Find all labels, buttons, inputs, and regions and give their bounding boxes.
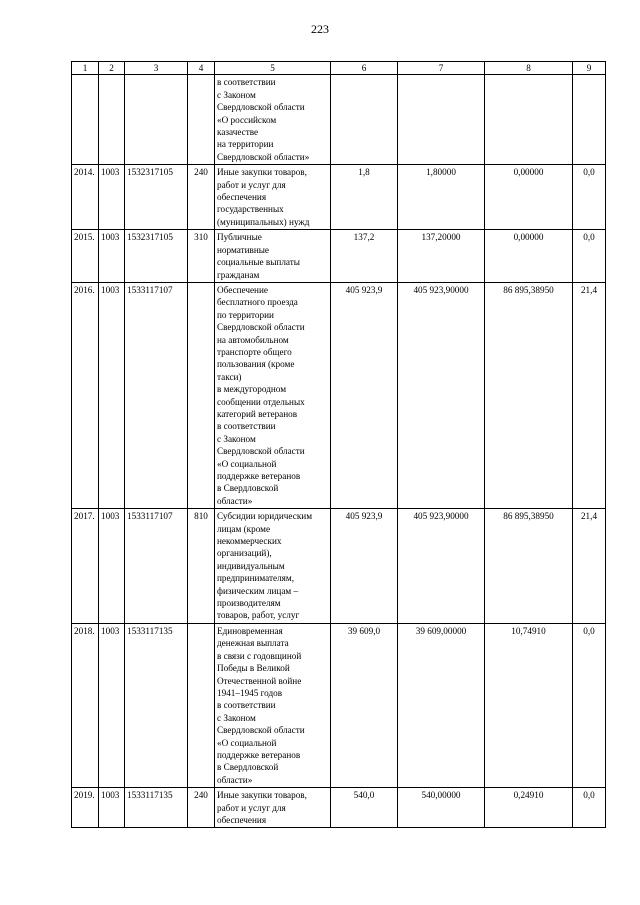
executed-cell: 0,24910 (485, 788, 573, 828)
table-row (72, 623, 606, 787)
amount-precise-cell: 540,00000 (398, 788, 485, 828)
row-number-cell: 2017. (72, 509, 99, 624)
description-cell: в соответствии с Законом Свердловской области «О российском казачестве на территории Свердловской области» (215, 75, 331, 165)
expense-type-cell: 810 (188, 509, 215, 624)
description-cell: Иные закупки товаров, работ и услуг для обеспечения (215, 788, 331, 828)
expense-type-cell: 310 (188, 230, 215, 283)
description-cell: Субсидии юридическим лицам (кроме некоммерческих организаций), индивидуальным предпринимателям, физическим лицам – производителям товаров, работ, услуг (215, 509, 331, 624)
amount-precise-cell: 39 609,00000 (398, 623, 485, 787)
table-row (72, 509, 606, 624)
amount-precise-cell: 1,80000 (398, 165, 485, 230)
description-cell: Иные закупки товаров, работ и услуг для обеспечения государственных (муниципальных) нужд (215, 165, 331, 230)
amount-cell: 405 923,9 (331, 282, 398, 508)
expense-type-cell: 240 (188, 165, 215, 230)
section-code-cell: 1003 (99, 623, 125, 787)
executed-cell: 0,00000 (485, 165, 573, 230)
header-cell: 6 (331, 62, 398, 75)
percent-cell: 0,0 (573, 165, 606, 230)
percent-cell: 0,0 (573, 788, 606, 828)
amount-precise-cell (398, 75, 485, 165)
target-code-cell: 1532317105 (125, 230, 188, 283)
amount-precise-cell: 137,20000 (398, 230, 485, 283)
budget-table (71, 61, 606, 828)
amount-cell: 540,0 (331, 788, 398, 828)
section-code-cell: 1003 (99, 282, 125, 508)
target-code-cell: 1533117107 (125, 509, 188, 624)
table-row (72, 165, 606, 230)
target-code-cell: 1533117135 (125, 788, 188, 828)
executed-cell: 86 895,38950 (485, 282, 573, 508)
table-row (72, 282, 606, 508)
percent-cell: 0,0 (573, 623, 606, 787)
executed-cell (485, 75, 573, 165)
amount-cell: 1,8 (331, 165, 398, 230)
header-cell: 7 (398, 62, 485, 75)
section-code-cell (99, 75, 125, 165)
row-number-cell (72, 75, 99, 165)
amount-precise-cell: 405 923,90000 (398, 509, 485, 624)
target-code-cell (125, 75, 188, 165)
percent-cell: 21,4 (573, 282, 606, 508)
row-number-cell: 2015. (72, 230, 99, 283)
header-cell: 5 (215, 62, 331, 75)
executed-cell: 10,74910 (485, 623, 573, 787)
section-code-cell: 1003 (99, 165, 125, 230)
percent-cell: 21,4 (573, 509, 606, 624)
table-row (72, 75, 606, 165)
amount-precise-cell: 405 923,90000 (398, 282, 485, 508)
expense-type-cell (188, 282, 215, 508)
target-code-cell: 1533117135 (125, 623, 188, 787)
expense-type-cell: 240 (188, 788, 215, 828)
percent-cell: 0,0 (573, 230, 606, 283)
target-code-cell: 1533117107 (125, 282, 188, 508)
description-cell: Обеспечение бесплатного проезда по территории Свердловской области на автомобильном транспорте общего пользования (кроме такси) в междугородном сообщении отдельных категорий ветеранов в соответствии с Законом Свердловской области «О социальной поддержке ветеранов в Свердловской области» (215, 282, 331, 508)
table-header-row (72, 62, 606, 75)
section-code-cell: 1003 (99, 788, 125, 828)
description-cell: Единовременная денежная выплата в связи с годовщиной Победы в Великой Отечественной войне 1941–1945 годов в соответствии с Законом Свердловской области «О социальной поддержке ветеранов в Свердловской области» (215, 623, 331, 787)
percent-cell (573, 75, 606, 165)
section-code-cell: 1003 (99, 230, 125, 283)
header-cell: 3 (125, 62, 188, 75)
table-row (72, 230, 606, 283)
expense-type-cell (188, 75, 215, 165)
header-cell: 2 (99, 62, 125, 75)
row-number-cell: 2019. (72, 788, 99, 828)
page-number: 223 (311, 22, 329, 36)
header-cell: 9 (573, 62, 606, 75)
description-cell: Публичные нормативные социальные выплаты гражданам (215, 230, 331, 283)
table-row (72, 788, 606, 828)
amount-cell: 137,2 (331, 230, 398, 283)
executed-cell: 86 895,38950 (485, 509, 573, 624)
amount-cell: 39 609,0 (331, 623, 398, 787)
amount-cell: 405 923,9 (331, 509, 398, 624)
section-code-cell: 1003 (99, 509, 125, 624)
row-number-cell: 2014. (72, 165, 99, 230)
header-cell: 1 (72, 62, 99, 75)
amount-cell (331, 75, 398, 165)
header-cell: 4 (188, 62, 215, 75)
header-cell: 8 (485, 62, 573, 75)
row-number-cell: 2018. (72, 623, 99, 787)
executed-cell: 0,00000 (485, 230, 573, 283)
expense-type-cell (188, 623, 215, 787)
row-number-cell: 2016. (72, 282, 99, 508)
target-code-cell: 1532317105 (125, 165, 188, 230)
